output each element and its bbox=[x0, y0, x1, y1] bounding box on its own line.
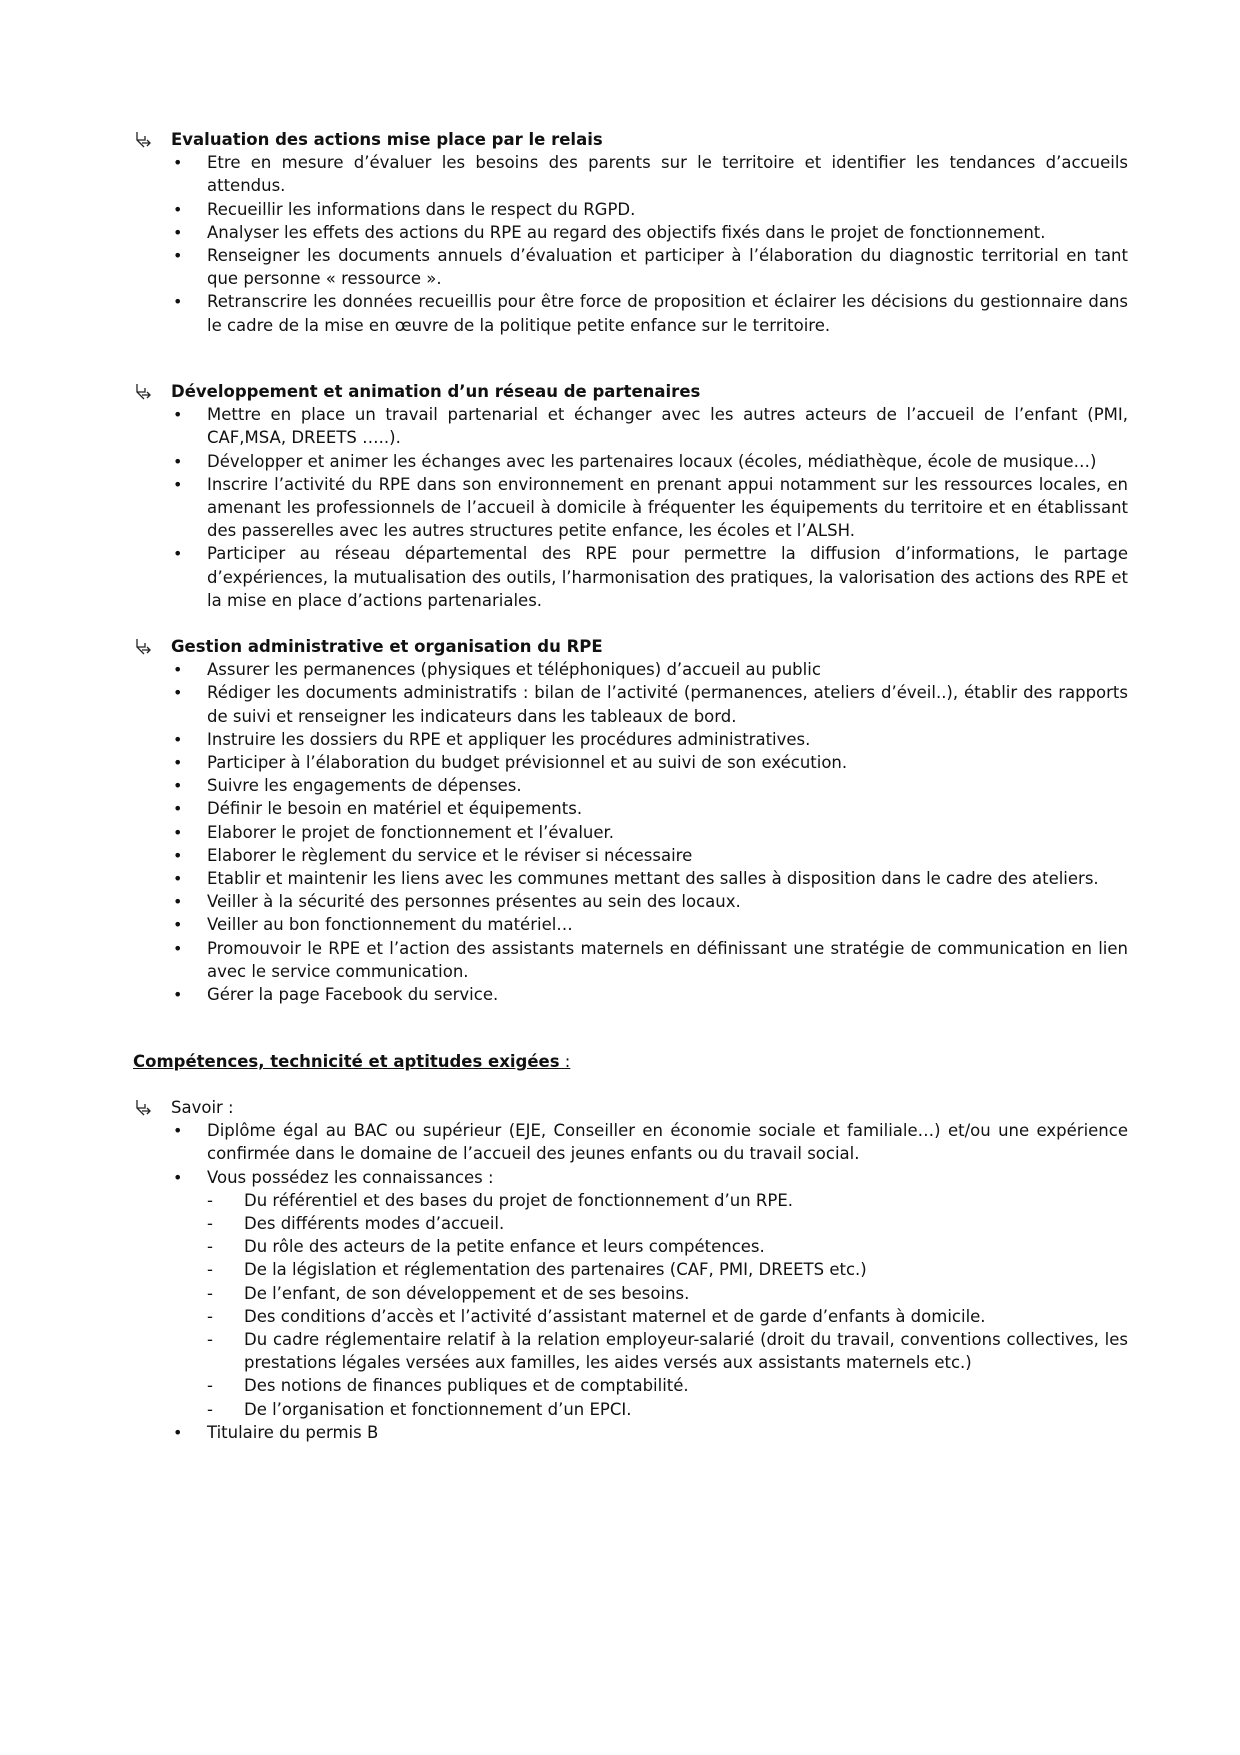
bullet-icon: • bbox=[173, 822, 183, 842]
bullet-icon: • bbox=[173, 199, 183, 219]
bullet-icon: • bbox=[173, 405, 183, 425]
knowledge-list bbox=[207, 1189, 1128, 1421]
bullet-icon: • bbox=[173, 683, 183, 703]
list-item bbox=[133, 198, 1128, 221]
knowledge-text: Des différents modes d’accueil. bbox=[244, 1214, 505, 1234]
knowledge-item bbox=[207, 1235, 1128, 1258]
arrow-bullet-icon bbox=[133, 128, 157, 151]
knowledge-item bbox=[207, 1258, 1128, 1281]
dash-marker: - bbox=[207, 1306, 213, 1326]
bullet-icon: • bbox=[173, 869, 183, 889]
list-item-text: Analyser les effets des actions du RPE au regard des objectifs fixés dans le projet de fonctionnement. bbox=[207, 222, 1046, 242]
arrow-bullet-icon bbox=[133, 1096, 157, 1119]
list-item bbox=[133, 151, 1128, 197]
list-item-text: Renseigner les documents annuels d’évaluation et participer à l’élaboration du diagnostic territorial en tant que personne « ressource ». bbox=[207, 246, 1128, 289]
knowledge-text: Du cadre réglementaire relatif à la relation employeur-salarié (droit du travail, conventions collectives, les prestations légales versées aux familles, les aides versés aux assistants maternels etc.) bbox=[244, 1330, 1128, 1373]
list-item bbox=[133, 1421, 1128, 1444]
knowledge-text: De la législation et réglementation des partenaires (CAF, PMI, DREETS etc.) bbox=[244, 1260, 867, 1280]
list-item-text: Mettre en place un travail partenarial et échanger avec les autres acteurs de l’accueil de l’enfant (PMI, CAF,MSA, DREETS …..). bbox=[207, 405, 1128, 448]
dash-marker: - bbox=[207, 1330, 213, 1350]
dash-marker: - bbox=[207, 1214, 213, 1234]
list-item-text: Vous possédez les connaissances : bbox=[207, 1167, 494, 1187]
list-item bbox=[133, 681, 1128, 727]
dash-marker: - bbox=[207, 1260, 213, 1280]
list-item-text: Inscrire l’activité du RPE dans son environnement en prenant appui notamment sur les ressources locales, en amenant les professionnels de l’accueil à domicile à fréquenter les équipements du territoire et en établissant des passerelles avec les autres structures petite enfance, les écoles et l’ALSH. bbox=[207, 474, 1128, 541]
list-item-text: Définir le besoin en matériel et équipements. bbox=[207, 799, 583, 819]
list-item-text: Rédiger les documents administratifs : bilan de l’activité (permanences, ateliers d’éveil..), établir des rapports de suivi et renseigner les indicateurs dans les tableaux de bord. bbox=[207, 683, 1128, 726]
section-heading bbox=[133, 635, 1128, 658]
knowledge-item bbox=[207, 1374, 1128, 1397]
bullet-icon: • bbox=[173, 753, 183, 773]
list-item bbox=[133, 290, 1128, 336]
dash-marker: - bbox=[207, 1283, 213, 1303]
list-item-text: Diplôme égal au BAC ou supérieur (EJE, Conseiller en économie sociale et familiale…) et/ou une expérience confirmée dans le domaine de l’accueil des jeunes enfants ou du travail social. bbox=[207, 1121, 1128, 1164]
savoir-heading bbox=[133, 1096, 1128, 1119]
list-item-text: Développer et animer les échanges avec les partenaires locaux (écoles, médiathèque, école de musique…) bbox=[207, 451, 1097, 471]
dash-marker: - bbox=[207, 1190, 213, 1210]
list-item bbox=[133, 844, 1128, 867]
list-item bbox=[133, 658, 1128, 681]
bullet-icon: • bbox=[173, 915, 183, 935]
dash-marker: - bbox=[207, 1376, 213, 1396]
bullet-icon: • bbox=[173, 1422, 183, 1442]
knowledge-item bbox=[207, 1282, 1128, 1305]
bullet-icon: • bbox=[173, 938, 183, 958]
list-item bbox=[133, 450, 1128, 473]
list-item bbox=[133, 983, 1128, 1006]
list-item-text: Veiller au bon fonctionnement du matériel… bbox=[207, 915, 573, 935]
bullet-icon: • bbox=[173, 985, 183, 1005]
knowledge-text: Du rôle des acteurs de la petite enfance et leurs compétences. bbox=[244, 1237, 765, 1257]
list-item bbox=[133, 542, 1128, 612]
bullet-icon: • bbox=[173, 1167, 183, 1187]
list-item bbox=[133, 473, 1128, 543]
section-evaluation bbox=[133, 128, 1128, 337]
bullet-icon: • bbox=[173, 246, 183, 266]
list-item bbox=[133, 797, 1128, 820]
list-item-text: Veiller à la sécurité des personnes présentes au sein des locaux. bbox=[207, 892, 741, 912]
list-item bbox=[133, 774, 1128, 797]
list-item bbox=[133, 403, 1128, 449]
bullet-icon: • bbox=[173, 660, 183, 680]
list-item-text: Elaborer le règlement du service et le réviser si nécessaire bbox=[207, 845, 693, 865]
bullet-icon: • bbox=[173, 451, 183, 471]
arrow-bullet-icon bbox=[133, 380, 157, 403]
list-item-text: Instruire les dossiers du RPE et appliquer les procédures administratives. bbox=[207, 729, 811, 749]
bullet-icon: • bbox=[173, 544, 183, 564]
bullet-icon: • bbox=[173, 892, 183, 912]
list-item bbox=[133, 867, 1128, 890]
section-title: Gestion administrative et organisation du RPE bbox=[171, 637, 603, 656]
section-title: Evaluation des actions mise place par le relais bbox=[171, 130, 603, 149]
list-item-text: Titulaire du permis B bbox=[207, 1422, 379, 1442]
bullet-icon: • bbox=[173, 845, 183, 865]
list-item bbox=[133, 221, 1128, 244]
section-savoir bbox=[133, 1096, 1128, 1444]
knowledge-text: Des notions de finances publiques et de comptabilité. bbox=[244, 1376, 689, 1396]
list-item-text: Elaborer le projet de fonctionnement et l’évaluer. bbox=[207, 822, 615, 842]
list-item-text: Promouvoir le RPE et l’action des assistants maternels en définissant une stratégie de communication en lien avec le service communication. bbox=[207, 938, 1128, 981]
list-item-text: Assurer les permanences (physiques et téléphoniques) d’accueil au public bbox=[207, 660, 821, 680]
list-item bbox=[133, 244, 1128, 290]
list-item-text: Suivre les engagements de dépenses. bbox=[207, 776, 522, 796]
bullet-icon: • bbox=[173, 729, 183, 749]
list-item bbox=[133, 1166, 1128, 1421]
list-item bbox=[133, 1119, 1128, 1165]
bullet-icon: • bbox=[173, 474, 183, 494]
knowledge-item bbox=[207, 1212, 1128, 1235]
list-item-text: Retranscrire les données recueillis pour être force de proposition et éclairer les décisions du gestionnaire dans le cadre de la mise en œuvre de la politique petite enfance sur le territoire. bbox=[207, 292, 1128, 335]
competences-heading bbox=[133, 1050, 570, 1073]
arrow-bullet-icon bbox=[133, 635, 157, 658]
dash-marker: - bbox=[207, 1399, 213, 1419]
bullet-icon: • bbox=[173, 222, 183, 242]
savoir-label: Savoir : bbox=[171, 1098, 234, 1117]
list-item-text: Recueillir les informations dans le respect du RGPD. bbox=[207, 199, 636, 219]
section-gestion bbox=[133, 635, 1128, 1006]
knowledge-item bbox=[207, 1305, 1128, 1328]
list-item bbox=[133, 937, 1128, 983]
section-title: Développement et animation d’un réseau de partenaires bbox=[171, 382, 701, 401]
list-item-text: Etablir et maintenir les liens avec les communes mettant des salles à disposition dans le cadre des ateliers. bbox=[207, 869, 1099, 889]
section-partenaires bbox=[133, 380, 1128, 612]
section-heading bbox=[133, 380, 1128, 403]
knowledge-text: De l’organisation et fonctionnement d’un EPCI. bbox=[244, 1399, 632, 1419]
knowledge-text: De l’enfant, de son développement et de ses besoins. bbox=[244, 1283, 690, 1303]
list-item bbox=[133, 821, 1128, 844]
bullet-icon: • bbox=[173, 799, 183, 819]
list-item-text: Gérer la page Facebook du service. bbox=[207, 985, 499, 1005]
list-item-text: Etre en mesure d’évaluer les besoins des parents sur le territoire et identifier les tendances d’accueils attendus. bbox=[207, 153, 1128, 196]
knowledge-text: Des conditions d’accès et l’activité d’assistant maternel et de garde d’enfants à domicile. bbox=[244, 1306, 986, 1326]
bullet-icon: • bbox=[173, 776, 183, 796]
bullet-icon: • bbox=[173, 292, 183, 312]
list-item bbox=[133, 728, 1128, 751]
knowledge-item bbox=[207, 1398, 1128, 1421]
list-item bbox=[133, 751, 1128, 774]
bullet-icon: • bbox=[173, 1121, 183, 1141]
list-item bbox=[133, 890, 1128, 913]
dash-marker: - bbox=[207, 1237, 213, 1257]
knowledge-text: Du référentiel et des bases du projet de fonctionnement d’un RPE. bbox=[244, 1190, 794, 1210]
bullet-icon: • bbox=[173, 153, 183, 173]
section-heading bbox=[133, 128, 1128, 151]
list-item-text: Participer au réseau départemental des RPE pour permettre la diffusion d’informations, le partage d’expériences, la mutualisation des outils, l’harmonisation des pratiques, la valorisation des actions des RPE et la mise en place d’actions partenariales. bbox=[207, 544, 1128, 610]
list-item-text: Participer à l’élaboration du budget prévisionnel et au suivi de son exécution. bbox=[207, 753, 848, 773]
knowledge-item bbox=[207, 1328, 1128, 1374]
knowledge-item bbox=[207, 1189, 1128, 1212]
competences-title-colon: : bbox=[559, 1052, 571, 1071]
list-item bbox=[133, 913, 1128, 936]
competences-title: Compétences, technicité et aptitudes exigées bbox=[133, 1052, 560, 1071]
